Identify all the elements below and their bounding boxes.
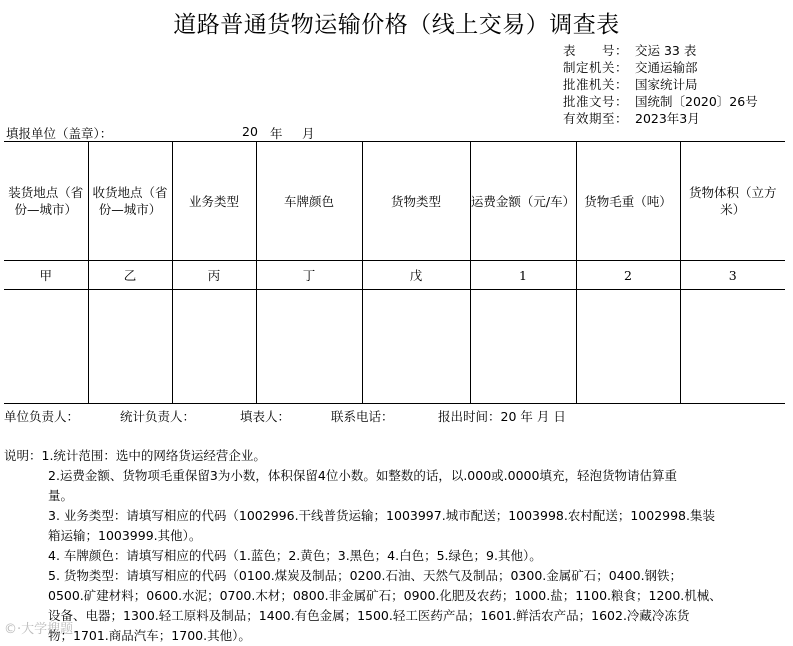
meta-valid-until: 有效期至： 2023年3月: [563, 111, 700, 126]
form-title: 道路普通货物运输价格（线上交易）调查表: [173, 12, 620, 38]
entry-cell[interactable]: [256, 290, 362, 404]
header-business-type: 业务类型: [172, 142, 256, 261]
stat-head-label: 统计负责人：: [120, 409, 196, 424]
note-line: 说明：1.统计范围：选中的网络货运经营企业。: [4, 448, 266, 463]
code-cell: 丁: [256, 261, 362, 290]
header-gross-weight: 货物毛重（吨）: [576, 142, 680, 261]
note-line: 箱运输；1003999.其他）。: [48, 528, 202, 543]
entry-cell[interactable]: [576, 290, 680, 404]
code-cell: 戊: [362, 261, 470, 290]
note-line: 3. 业务类型：请填写相应的代码（1002996.干线普货运输；1003997.城市配送；1003998.农村配送；1002998.集装: [48, 508, 715, 523]
code-cell: 2: [576, 261, 680, 290]
code-cell: 丙: [172, 261, 256, 290]
survey-table: [4, 141, 785, 404]
code-cell: 1: [470, 261, 576, 290]
note-line: 设备、电器；1300.轻工原料及制品；1400.有色金属；1500.轻工医药产品；1601.鲜活农产品；1602.冷藏冷冻货: [48, 608, 690, 623]
report-year: 20: [242, 124, 258, 139]
entry-cell[interactable]: [4, 290, 88, 404]
entry-cell[interactable]: [470, 290, 576, 404]
watermark: ©·大学搜题: [4, 622, 74, 637]
month-unit: 月: [302, 126, 315, 141]
table-header-row: [4, 142, 785, 261]
phone-label: 联系电话：: [331, 409, 394, 424]
meta-issuing-authority: 制定机关： 交通运输部: [563, 60, 698, 75]
header-volume: 货物体积（立方米）: [680, 142, 785, 261]
entry-cell[interactable]: [88, 290, 172, 404]
notes-section: [4, 446, 790, 646]
reporting-unit-label: 填报单位（盖章）：: [6, 126, 113, 141]
entry-cell[interactable]: [362, 290, 470, 404]
year-unit: 年: [270, 126, 283, 141]
note-line: 2.运费金额、货物项毛重保留3为小数，体积保留4位小数。如整数的话，以.000或.0000填充，轻泡货物请估算重: [48, 468, 677, 483]
header-freight-amount: 运费金额（元/车）: [470, 142, 576, 261]
note-line: 4. 车牌颜色：请填写相应的代码（1.蓝色；2.黄色；3.黑色；4.白色；5.绿色；9.其他）。: [48, 548, 542, 563]
header-unloading-location: 收货地点（省份—城市）: [88, 142, 172, 261]
note-line: 0500.矿建材料；0600.水泥；0700.木材；0800.非金属矿石；0900.化肥及农药；1000.盐；1100.粮食；1200.机械、: [48, 588, 722, 603]
header-loading-location: 装货地点（省份—城市）: [4, 142, 88, 261]
unit-head-label: 单位负责人：: [4, 409, 80, 424]
report-time-label: 报出时间：20 年 月 日: [438, 409, 566, 424]
entry-cell[interactable]: [680, 290, 785, 404]
filler-label: 填表人：: [240, 409, 291, 424]
header-plate-color: 车牌颜色: [256, 142, 362, 261]
note-line: 量。: [48, 488, 74, 503]
form-meta: [563, 42, 758, 127]
meta-table-number: 表 号： 交运 33 表: [563, 43, 697, 58]
table-code-row: [4, 261, 785, 290]
entry-cell[interactable]: [172, 290, 256, 404]
code-cell: 甲: [4, 261, 88, 290]
note-line: 物；1701.商品汽车；1700.其他）。: [48, 628, 251, 643]
code-cell: 乙: [88, 261, 172, 290]
table-entry-row: [4, 290, 785, 404]
meta-approving-authority: 批准机关： 国家统计局: [563, 77, 698, 92]
meta-approval-number: 批准文号： 国统制〔2020〕26号: [563, 94, 758, 109]
header-cargo-type: 货物类型: [362, 142, 470, 261]
note-line: 5. 货物类型：请填写相应的代码（0100.煤炭及制品；0200.石油、天然气及制品；0300.金属矿石；0400.钢铁；: [48, 568, 683, 583]
code-cell: 3: [680, 261, 785, 290]
